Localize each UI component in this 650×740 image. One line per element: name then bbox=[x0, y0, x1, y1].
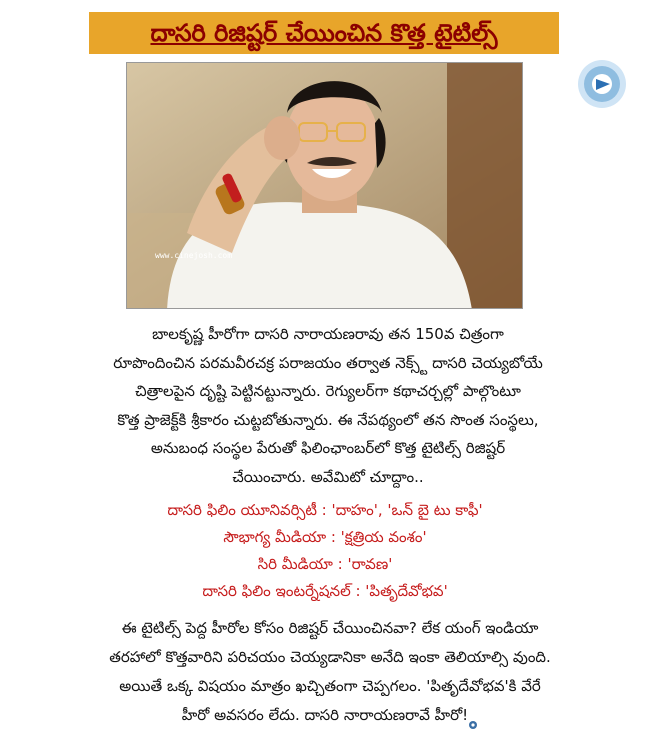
cinejosh-logo-icon bbox=[566, 54, 636, 114]
body-line: కొత్త ప్రాజెక్ట్‌కి శ్రీకారం చుట్టబోతున్నారు. ఈ నేపథ్యంలో తన సొంత సంస్థలు, bbox=[117, 410, 539, 429]
body-line: రూపొందించిన పరమవీరచక్ర పరాజయం తర్వాత నెక్స్ట్ దాసరి చెయ్యబోయే bbox=[113, 353, 543, 372]
article-photo bbox=[126, 62, 523, 309]
closing-line: ఈ టైటిల్స్ పెద్ద హీరోల కోసం రిజిష్టర్ చేయించినవా? లేక యంగ్ ఇండియా bbox=[121, 619, 539, 637]
registered-titles-list bbox=[90, 497, 560, 605]
article-body bbox=[78, 320, 578, 491]
end-mark-icon bbox=[468, 711, 478, 721]
article-headline: దాసరి రిజిష్టర్ చేయించిన కొత్త టైటిల్స్ bbox=[89, 12, 559, 54]
closing-line: అయితే ఒక్క విషయం మాత్రం ఖచ్చితంగా చెప్పగలం. 'పితృదేవోభవ'కి వేరే bbox=[119, 677, 541, 695]
body-line: అనుబంధ సంస్థల పేరుతో ఫిలింఛాంబర్‌లో కొత్త టైటిల్స్ రిజిష్టర్ bbox=[150, 439, 506, 457]
body-line: చేయించారు. అవేమిటో చూద్దాం.. bbox=[232, 467, 424, 486]
title-entry: దాసరి ఫిలిం యూనివర్సిటీ : 'దాహం', 'ఒన్ బై టు కాఫీ' bbox=[167, 501, 483, 519]
body-line: చిత్రాలపైన దృష్టి పెట్టినట్టున్నారు. రెగ్యులర్‌గా కథాచర్చల్లో పాల్గొంటూ bbox=[135, 382, 521, 400]
title-entry: సౌభాగ్య మీడియా : 'క్షత్రియ వంశం' bbox=[223, 528, 427, 546]
article-closing bbox=[60, 614, 600, 730]
body-line: బాలకృష్ణ హీరోగా దాసరి నారాయణరావు తన 150వ చిత్రంగా bbox=[152, 325, 504, 343]
title-entry: సిరి మీడియా : 'రావణ' bbox=[257, 555, 393, 573]
title-entry: దాసరి ఫిలిం ఇంటర్నేషనల్ : 'పితృదేవోభవ' bbox=[202, 582, 448, 600]
closing-line: తరహాలో కొత్తవారిని పరిచయం చెయ్యడానికా అనేది ఇంకా తెలియాల్సి వుంది. bbox=[109, 648, 551, 666]
closing-line bbox=[60, 701, 600, 730]
photo-watermark: www.cinejosh.com bbox=[155, 251, 233, 260]
closing-final-text: హీరో అవసరం లేదు. దాసరి నారాయణరావే హీరో! bbox=[181, 706, 469, 724]
